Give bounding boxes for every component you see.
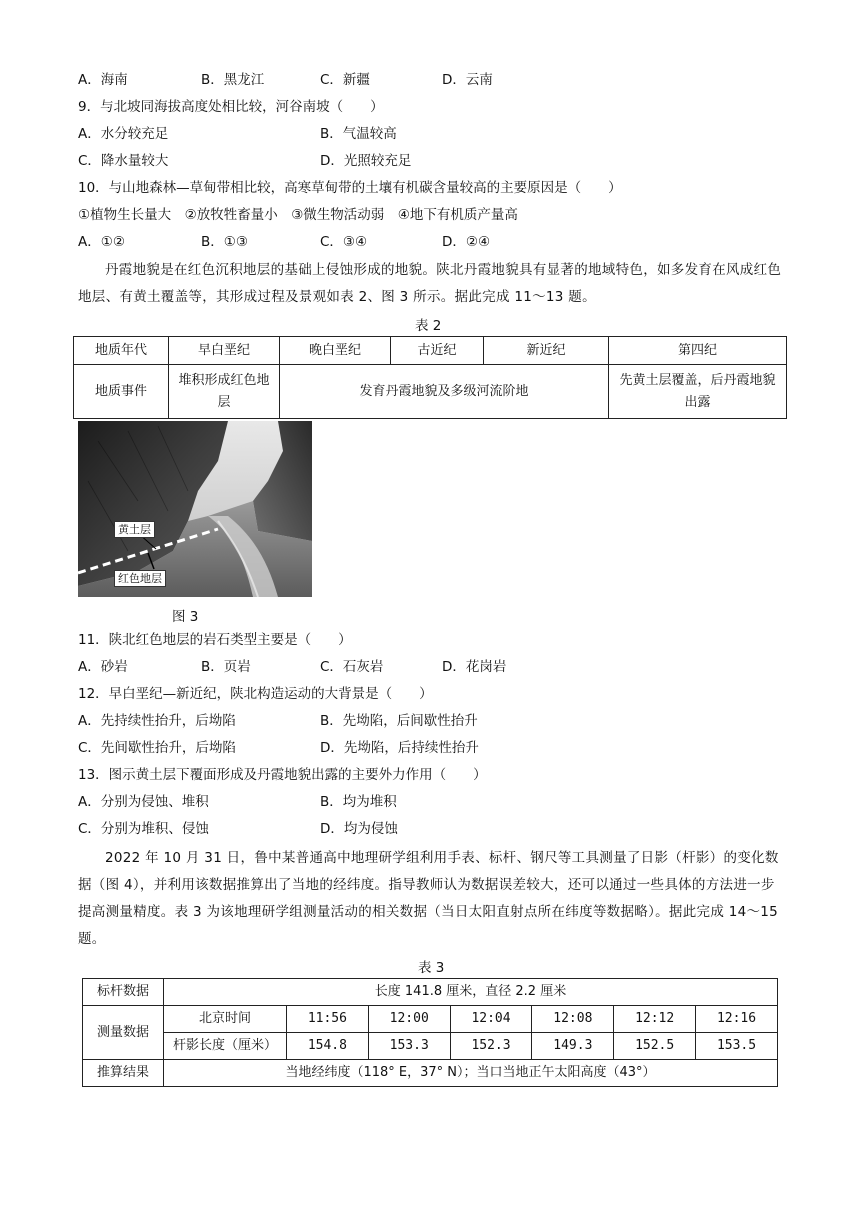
q12-option-b: B．先坳陷，后间歇性抬升	[320, 713, 478, 729]
table3-shadow-label: 杆影长度（厘米）	[164, 1033, 287, 1060]
table3-measure-label: 测量数据	[83, 1006, 164, 1060]
table2-quaternary: 第四纪	[609, 337, 787, 365]
table3-caption: 表 3	[418, 960, 445, 976]
table3-time-cell: 12:12	[614, 1006, 696, 1033]
q12-option-c: C．先间歇性抬升，后坳陷	[78, 740, 236, 756]
q9-option-d: D．光照较充足	[320, 153, 412, 169]
table3-time-cell: 12:00	[368, 1006, 450, 1033]
q10-option-a: A．①②	[78, 234, 125, 250]
table2-neogene: 新近纪	[484, 337, 609, 365]
label-red-layer: 红色地层	[114, 570, 166, 587]
table3-time-cell: 11:56	[287, 1006, 369, 1033]
q8-option-d: D．云南	[442, 72, 493, 88]
q12-option-d: D．先坳陷，后持续性抬升	[320, 740, 479, 756]
q10-option-b: B．①③	[201, 234, 248, 250]
table3-time-cell: 12:16	[696, 1006, 778, 1033]
table2-early-cretaceous: 早白垩纪	[169, 337, 280, 365]
table2-event-quaternary: 先黄土层覆盖，后丹霞地貌出露	[609, 365, 787, 419]
table3	[82, 978, 778, 1087]
table3-time-label: 北京时间	[164, 1006, 287, 1033]
q13-option-d: D．均为侵蚀	[320, 821, 398, 837]
q13-option-a: A．分别为侵蚀、堆积	[78, 794, 209, 810]
passage-danxia: 丹霞地貌是在红色沉积地层的基础上侵蚀形成的地貌。陕北丹霞地貌具有显著的地域特色，如多发育在风成红色地层、有黄土覆盖等，其形成过程及景观如表 2、图 3 所示。据此完成 11～13 题。	[78, 262, 782, 305]
table2-caption: 表 2	[415, 318, 442, 334]
table3-result-value: 当地经纬度（118° E，37° N）；当口当地正午太阳高度（43°）	[164, 1060, 778, 1087]
q9-option-b: B．气温较高	[320, 126, 397, 142]
table3-shadow-cell: 149.3	[532, 1033, 614, 1060]
q13-option-b: B．均为堆积	[320, 794, 397, 810]
table2-event-middle: 发育丹霞地貌及多级河流阶地	[280, 365, 609, 419]
table2-late-cretaceous: 晚白垩纪	[280, 337, 391, 365]
label-loess-layer: 黄土层	[114, 521, 155, 538]
q12-stem: 12．早白垩纪—新近纪，陕北构造运动的大背景是（ ）	[78, 686, 433, 702]
q11-option-a: A．砂岩	[78, 659, 128, 675]
table3-shadow-cell: 154.8	[287, 1033, 369, 1060]
q9-stem: 9．与北坡同海拔高度处相比较，河谷南坡（ ）	[78, 99, 384, 115]
figure3-caption: 图 3	[172, 609, 199, 625]
q10-stem: 10．与山地森林—草甸带相比较，高寒草甸带的土壤有机碳含量较高的主要原因是（ ）	[78, 180, 622, 196]
table3-shadow-cell: 153.3	[368, 1033, 450, 1060]
table3-pole-label: 标杆数据	[83, 979, 164, 1006]
table3-result-label: 推算结果	[83, 1060, 164, 1087]
q10-statements: ①植物生长量大 ②放牧牲畜量小 ③微生物活动弱 ④地下有机质产量高	[78, 207, 518, 223]
table3-shadow-cell: 153.5	[696, 1033, 778, 1060]
q8-option-b: B．黑龙江	[201, 72, 265, 88]
q9-option-c: C．降水量较大	[78, 153, 169, 169]
table2-header-event: 地质事件	[74, 365, 169, 419]
table2	[73, 336, 787, 419]
table3-pole-value: 长度 141.8 厘米，直径 2.2 厘米	[164, 979, 778, 1006]
q8-option-c: C．新疆	[320, 72, 370, 88]
table3-shadow-cell: 152.3	[450, 1033, 532, 1060]
table2-event-early: 堆积形成红色地层	[169, 365, 280, 419]
table3-time-cell: 12:04	[450, 1006, 532, 1033]
q11-option-c: C．石灰岩	[320, 659, 384, 675]
q11-option-d: D．花岗岩	[442, 659, 507, 675]
q13-stem: 13．图示黄土层下覆面形成及丹霞地貌出露的主要外力作用（ ）	[78, 767, 487, 783]
q8-option-a: A．海南	[78, 72, 128, 88]
q11-stem: 11．陕北红色地层的岩石类型主要是（ ）	[78, 632, 352, 648]
passage-shadow-measure: 2022 年 10 月 31 日，鲁中某普通高中地理研学组利用手表、标杆、钢尺等工具测量了日影（杆影）的变化数据（图 4），并利用该数据推算出了当地的经纬度。指导教师认为数据误差较大，还可以通过一些具体的方法进一步提高测量精度。表 3 为该地理研学组测量活动的相关数据（当日太阳直射点所在纬度等数据略）。据此完成 14～15 题。	[78, 850, 779, 947]
q10-option-c: C．③④	[320, 234, 368, 250]
table3-shadow-cell: 152.5	[614, 1033, 696, 1060]
table3-time-cell: 12:08	[532, 1006, 614, 1033]
q9-option-a: A．水分较充足	[78, 126, 169, 142]
figure3-photo	[78, 421, 312, 597]
q12-option-a: A．先持续性抬升，后坳陷	[78, 713, 236, 729]
table2-paleogene: 古近纪	[391, 337, 484, 365]
q11-option-b: B．页岩	[201, 659, 251, 675]
q10-option-d: D．②④	[442, 234, 491, 250]
table2-header-era: 地质年代	[74, 337, 169, 365]
q13-option-c: C．分别为堆积、侵蚀	[78, 821, 209, 837]
